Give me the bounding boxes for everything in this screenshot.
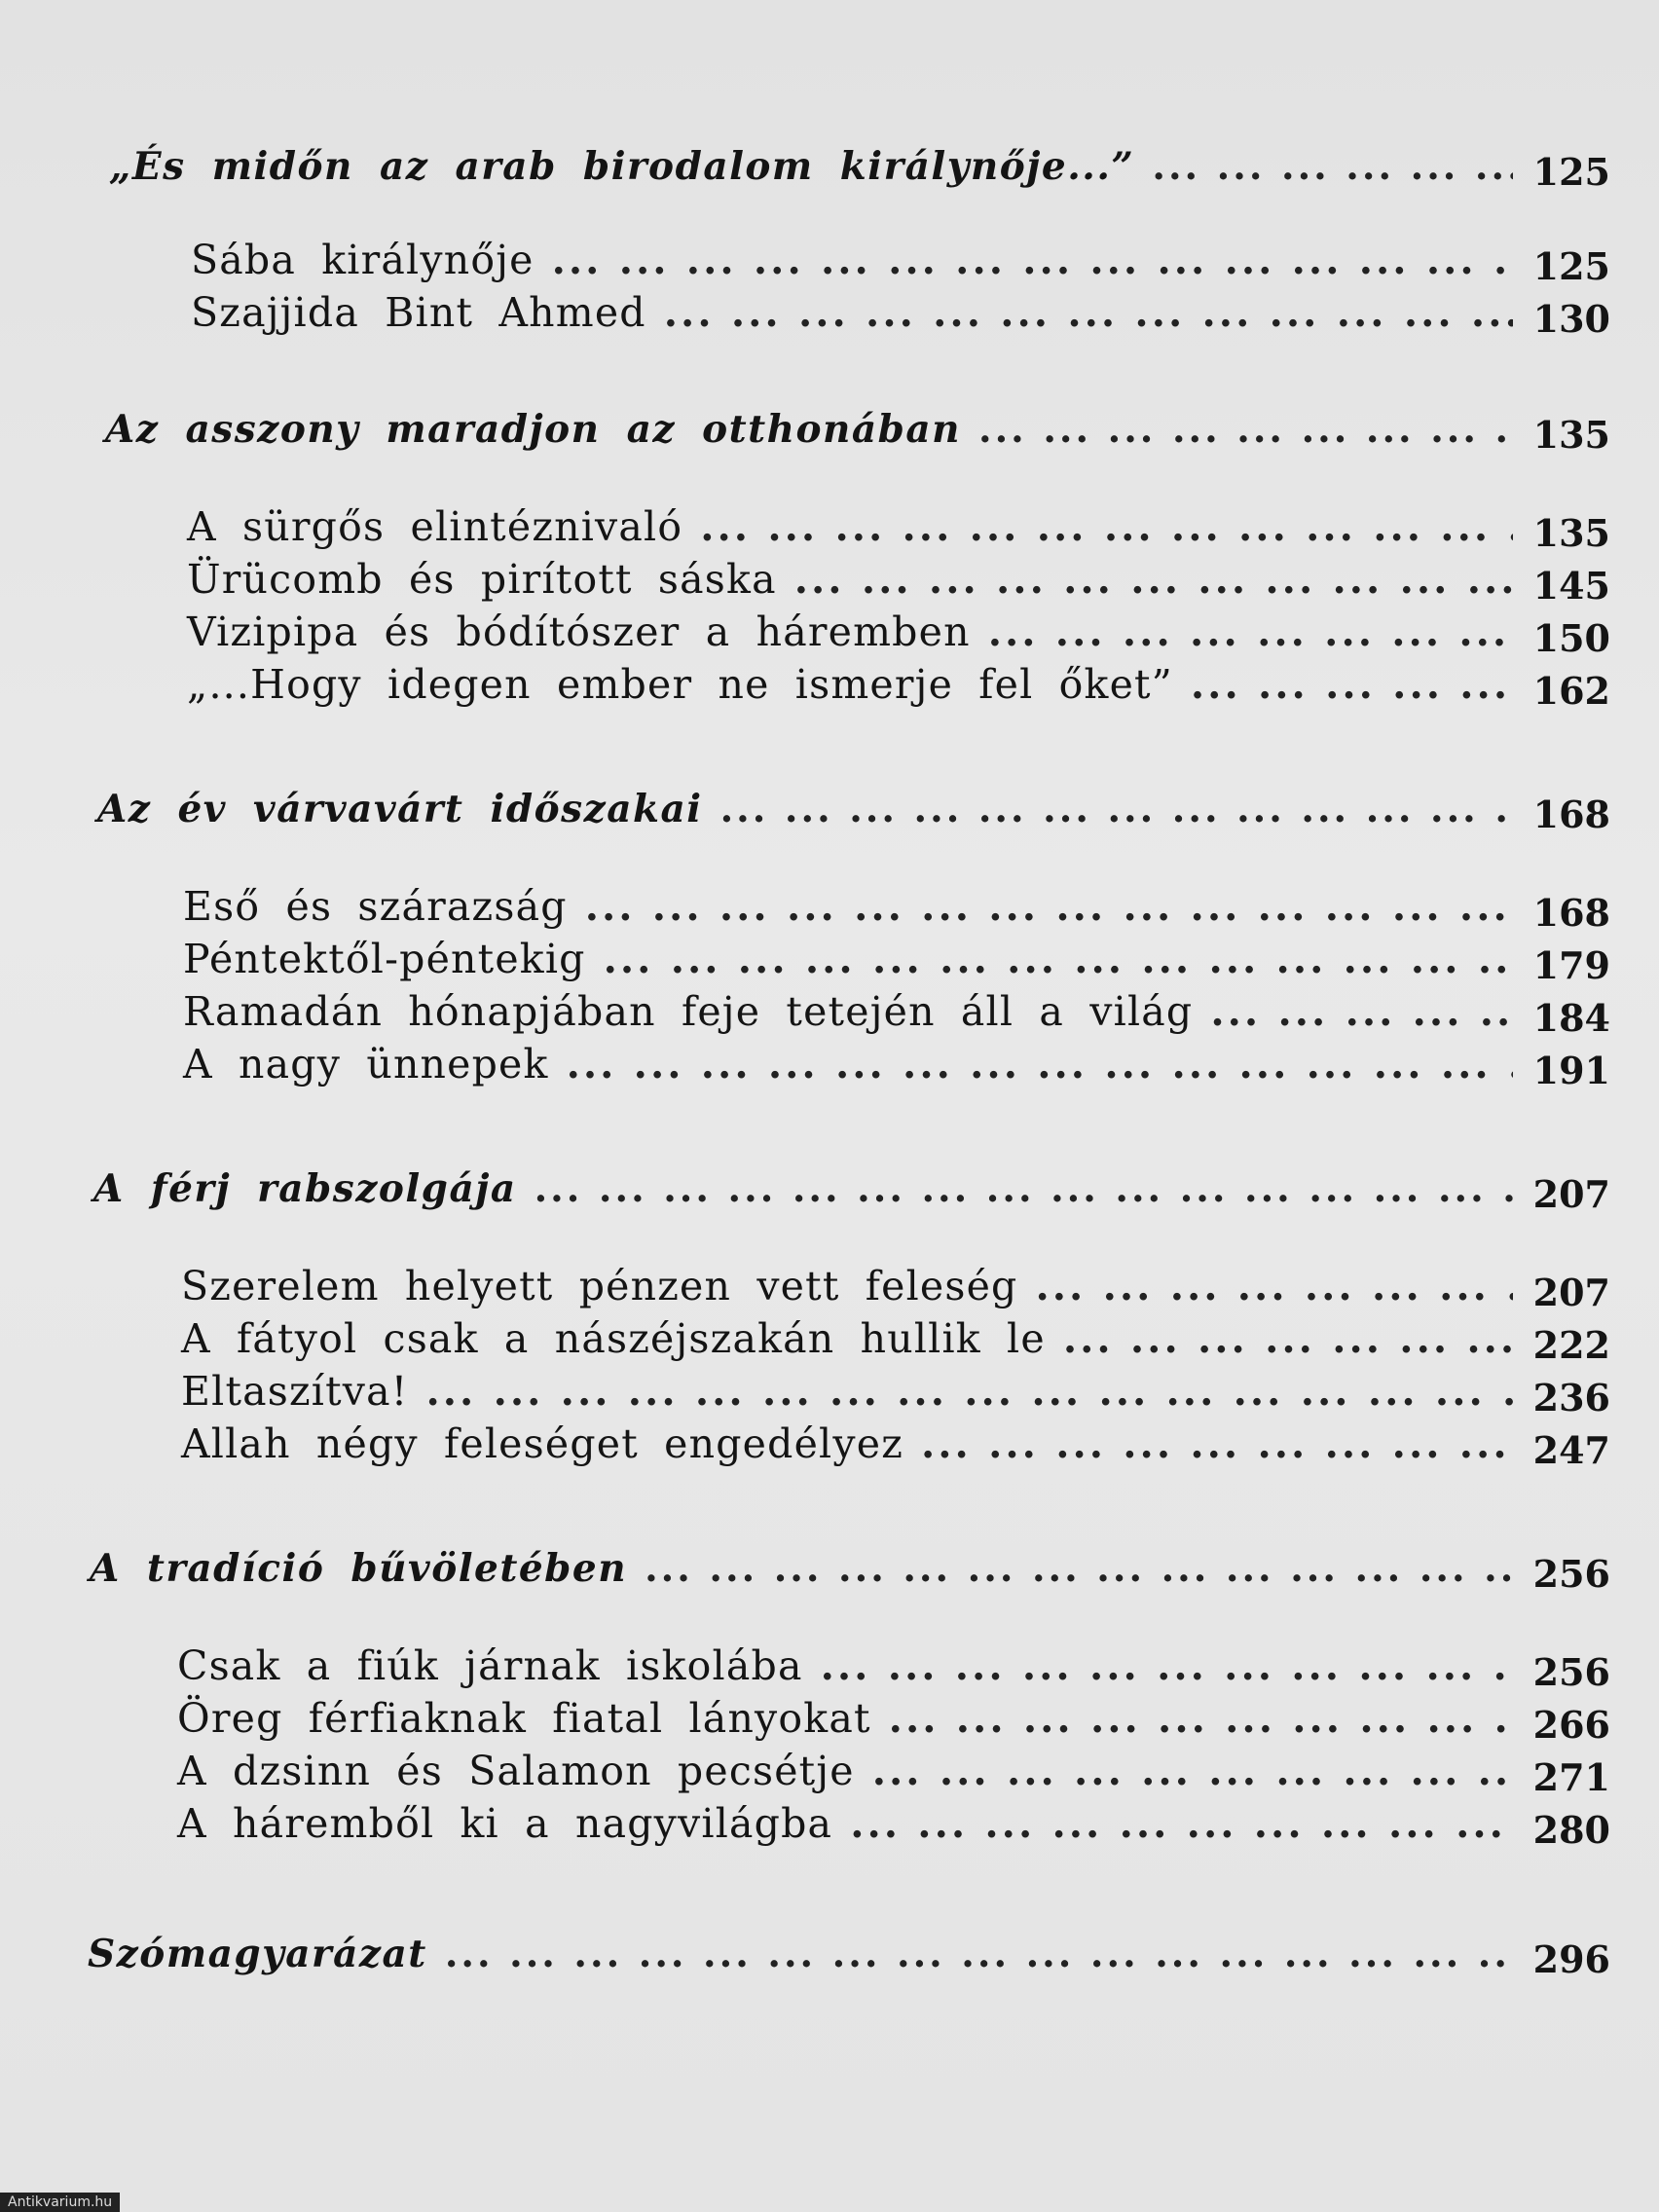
toc-leader xyxy=(645,1542,1513,1595)
toc-leader xyxy=(425,1365,1513,1418)
toc-entry xyxy=(191,234,1610,286)
toc-title: Csak a fiúk járnak iskolába xyxy=(177,1642,803,1689)
toc-title: Az év várvavárt időszakai xyxy=(97,787,703,831)
toc-leader xyxy=(1210,985,1513,1038)
toc-title: Eltaszítva! xyxy=(181,1368,409,1415)
toc-leader xyxy=(1036,1260,1514,1312)
toc-entry xyxy=(183,933,1610,985)
toc-title: Az asszony maradjon az otthonában xyxy=(105,407,962,452)
toc-leader xyxy=(445,1928,1513,1980)
toc-entry xyxy=(181,1365,1610,1418)
toc-leader xyxy=(872,1745,1513,1797)
toc-leader xyxy=(535,1162,1513,1215)
toc-leader xyxy=(850,1797,1513,1850)
toc-section xyxy=(109,140,1610,193)
toc-page-number: 135 xyxy=(1532,511,1610,555)
toc-page-number: 280 xyxy=(1532,1808,1610,1852)
toc-title: A sürgős elintéznivaló xyxy=(187,503,683,550)
toc-page-number: 247 xyxy=(1532,1428,1610,1472)
toc-title: A férj rabszolgája xyxy=(93,1166,517,1211)
toc-page-number: 266 xyxy=(1532,1703,1610,1747)
toc-leader xyxy=(1191,658,1513,711)
toc-entry xyxy=(187,658,1610,711)
toc-leader xyxy=(720,783,1513,835)
toc-title: A tradíció bűvöletében xyxy=(90,1546,628,1591)
toc-section xyxy=(90,1542,1610,1595)
toc-section xyxy=(88,1928,1610,1980)
toc-title: Péntektől-péntekig xyxy=(183,936,586,982)
toc-leader xyxy=(921,1418,1513,1470)
toc-leader xyxy=(604,933,1513,985)
toc-page-number: 168 xyxy=(1532,891,1610,935)
toc-entry xyxy=(183,985,1610,1038)
watermark: Antikvarium.hu xyxy=(0,2193,120,2212)
toc-entry xyxy=(177,1745,1610,1797)
toc-page-number: 256 xyxy=(1532,1552,1610,1596)
toc-leader xyxy=(567,1038,1513,1090)
toc-title: Öreg férfiaknak fiatal lányokat xyxy=(177,1695,871,1742)
toc-page-number: 145 xyxy=(1532,564,1610,608)
toc-entry xyxy=(183,1038,1610,1090)
toc-entry xyxy=(187,553,1610,606)
toc-page-number: 125 xyxy=(1532,244,1610,288)
toc-leader xyxy=(552,234,1513,286)
toc-entry xyxy=(187,500,1610,553)
toc-leader xyxy=(585,880,1513,933)
toc-title: A fátyol csak a nászéjszakán hullik le xyxy=(181,1315,1046,1362)
toc-entry xyxy=(183,880,1610,933)
toc-page-number: 271 xyxy=(1532,1755,1610,1799)
toc-page-number: 184 xyxy=(1532,996,1610,1040)
toc-page-number: 125 xyxy=(1532,150,1610,194)
toc-entry xyxy=(177,1640,1610,1692)
toc-page-number: 236 xyxy=(1532,1376,1610,1419)
toc-leader xyxy=(664,286,1513,339)
toc-section xyxy=(97,783,1610,835)
toc-page-number: 179 xyxy=(1532,943,1610,987)
toc-entry xyxy=(181,1312,1610,1365)
toc-title: Szerelem helyett pénzen vett feleség xyxy=(181,1263,1018,1309)
toc-page-number: 191 xyxy=(1532,1049,1610,1092)
toc-leader xyxy=(1063,1312,1513,1365)
toc-page-number: 207 xyxy=(1532,1271,1610,1314)
toc-title: A háremből ki a nagyvilágba xyxy=(177,1800,833,1847)
toc-entry xyxy=(181,1418,1610,1470)
toc-leader xyxy=(1152,140,1513,193)
toc-title: Szajjida Bint Ahmed xyxy=(191,289,646,336)
toc-page-number: 130 xyxy=(1532,297,1610,341)
toc-title: Allah négy feleséget engedélyez xyxy=(181,1420,903,1467)
toc-page-number: 135 xyxy=(1532,413,1610,457)
toc-page-number: 256 xyxy=(1532,1650,1610,1694)
toc-section xyxy=(105,403,1610,456)
toc-title: Ramadán hónapjában feje tetején áll a világ xyxy=(183,988,1194,1035)
toc-page-number: 222 xyxy=(1532,1323,1610,1367)
toc-entry xyxy=(191,286,1610,339)
toc-section xyxy=(93,1162,1610,1215)
toc-page-number: 162 xyxy=(1532,669,1610,713)
toc-entry xyxy=(177,1797,1610,1850)
toc-page-number: 207 xyxy=(1532,1172,1610,1216)
toc-title: „...Hogy idegen ember ne ismerje fel őket” xyxy=(187,661,1173,708)
toc-page-number: 150 xyxy=(1532,616,1610,660)
toc-page-number: 168 xyxy=(1532,793,1610,836)
toc-leader xyxy=(794,553,1513,606)
toc-leader xyxy=(889,1692,1513,1745)
toc-leader xyxy=(988,606,1513,658)
toc-title: Vizipipa és bódítószer a háremben xyxy=(187,608,971,655)
toc-title: Ürücomb és pirított sáska xyxy=(187,556,777,603)
toc-title: A dzsinn és Salamon pecsétje xyxy=(177,1748,855,1794)
toc-leader xyxy=(700,500,1513,553)
toc-entry xyxy=(187,606,1610,658)
toc-page-number: 296 xyxy=(1532,1937,1610,1981)
toc-title: „És midőn az arab birodalom királynője...” xyxy=(109,144,1135,189)
toc-entry xyxy=(181,1260,1610,1312)
toc-title: Szómagyarázat xyxy=(88,1932,427,1976)
toc-entry xyxy=(177,1692,1610,1745)
toc-title: A nagy ünnepek xyxy=(183,1041,549,1088)
toc-title: Sába királynője xyxy=(191,237,535,283)
toc-leader xyxy=(978,403,1513,456)
toc-leader xyxy=(821,1640,1513,1692)
toc-title: Eső és szárazság xyxy=(183,883,568,930)
